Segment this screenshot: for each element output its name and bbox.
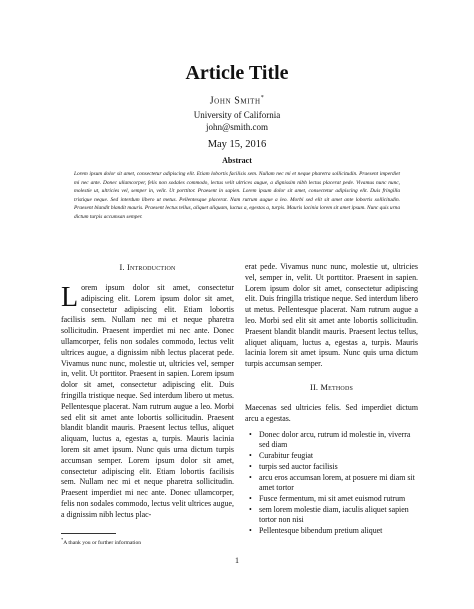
- list-item: • Pellentesque bibendum pretium aliquet: [259, 526, 418, 536]
- author-line: [0, 92, 474, 107]
- list-item: • arcu eros accumsan lorem, at posuere mi diam sit amet tortor: [259, 473, 418, 494]
- abstract-heading: Abstract: [222, 156, 252, 165]
- list-item: • Donec dolor arcu, rutrum id molestie in, viverra sed diam: [259, 430, 418, 451]
- page-number: 1: [235, 556, 239, 565]
- abstract-text: Lorem ipsum dolor sit amet, consectetur adipiscing elit. Etiam lobortis facilisis sem. Nullam nec mi et neque pharetra sollicitudin. Praesent imperdiet mi nec ante. Donec ullamcorper, felis non sodales commodo, lectus velit ultrices augue, a dignissim nibh lectus placerat pede. Vivamus nunc nunc, molestie ut, ultricies vel, semper in, velit. Ut porttitor. Praesent in sapien. Lorem ipsum dolor sit amet, consectetur adipiscing elit. Duis fringilla tristique neque. Sed interdum libero ut metus. Pellentesque placerat. Nam rutrum augue a leo. Morbi sed elit sit amet ante lobortis sollicitudin. Praesent blandit blandit mauris. Praesent lectus tellus, aliquet aliquam, luctus a, egestas a, turpis. Mauris lacinia lorem sit amet ipsum. Nunc quis urna dictum turpis accumsan semper.: [74, 171, 400, 220]
- section-heading-introduction: I. Introduction: [119, 263, 176, 272]
- methods-bullet-list: [245, 430, 418, 537]
- footnote-text: A thank you or further information: [63, 539, 142, 546]
- author-email: john@smith.com: [205, 122, 269, 132]
- introduction-paragraph: [61, 283, 234, 521]
- section-heading-methods: II. Methods: [309, 382, 354, 392]
- author-affiliation: University of California: [193, 110, 281, 120]
- methods-intro: Maecenas sed ultricies felis. Sed imperdiet dictum arcu a egestas.: [245, 402, 418, 423]
- footnote: [61, 536, 141, 547]
- author-name: John Smith: [209, 95, 261, 107]
- list-item: • Curabitur feugiat: [259, 451, 418, 461]
- footnote-mark: *: [61, 537, 64, 542]
- introduction-text: orem ipsum dolor sit amet, consectetur adipiscing elit. Lorem ipsum dolor sit amet, consectetur adipiscing elit. Etiam lobortis facilisis sem. Nullam nec mi et neque pharetra sollicitudin. Praesent imperdiet mi nec ante. Donec ullamcorper, felis non sodales commodo, lectus velit ultrices augue, a dignissim nibh lectus placerat pede. Vivamus nunc nunc, molestie ut, ultricies vel, semper in, velit. Ut porttitor. Praesent in sapien. Lorem ipsum dolor sit amet, consectetur adipiscing elit. Duis fringilla tristique neque. Sed interdum libero ut metus. Pellentesque placerat. Nam rutrum augue a leo. Morbi sed elit sit amet ante lobortis sollicitudin. Praesent blandit blandit mauris. Praesent lectus tellus, aliquet aliquam, luctus a, egestas a, turpis. Mauris lacinia lorem sit amet ipsum. Nunc quis urna dictum turpis accumsan semper. Lorem ipsum dolor sit amet, consectetur adipiscing elit. Etiam lobortis facilisis sem. Nullam nec mi et neque pharetra sollicitudin. Praesent imperdiet mi nec ante. Donec ullamcorper, felis non sodales commodo, lectus velit ultrices augue, a dignissim nibh lectus plac-: [61, 283, 234, 519]
- drop-cap: L: [61, 282, 79, 313]
- author-footnote-mark: *: [260, 95, 265, 101]
- article-title: Article Title: [185, 62, 289, 84]
- left-column: [61, 262, 234, 524]
- introduction-continuation: erat pede. Vivamus nunc nunc, molestie ut, ultricies vel, semper in, velit. Ut porttitor. Praesent in sapien. Lorem ipsum dolor sit amet, consectetur adipiscing elit. Duis fringilla tristique neque. Sed interdum libero ut metus. Pellentesque placerat. Nam rutrum augue a leo. Morbi sed elit sit amet ante lobortis sollicitudin. Praesent blandit blandit mauris. Praesent lectus tellus, aliquet aliquam, luctus a, egestas a, turpis. Mauris lacinia lorem sit amet ipsum. Nunc quis urna dictum turpis accumsan semper.: [245, 262, 418, 369]
- footnote-rule: [61, 533, 116, 534]
- publication-date: May 15, 2016: [207, 139, 267, 150]
- right-column: [245, 262, 418, 537]
- list-item: • sem lorem molestie diam, iaculis aliquet sapien tortor non nisi: [259, 505, 418, 526]
- list-item: • turpis sed auctor facilisis: [259, 462, 418, 472]
- list-item: • Fusce fermentum, mi sit amet euismod rutrum: [259, 494, 418, 504]
